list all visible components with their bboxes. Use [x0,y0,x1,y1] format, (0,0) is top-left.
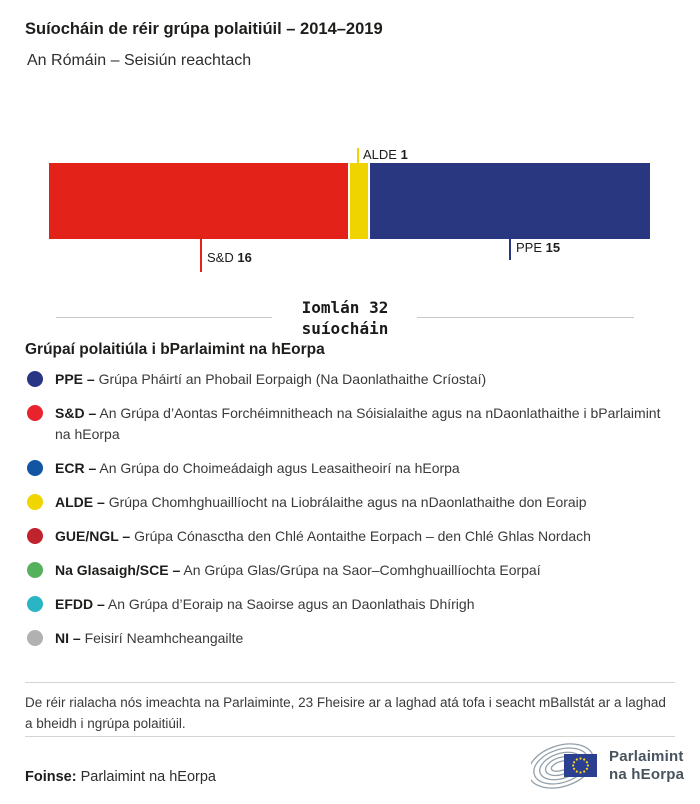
legend-heading: Grúpaí polaitiúla i bParlaimint na hEorpa [25,341,325,358]
bar-segment-sd [49,163,348,239]
ppe-callout-name: PPE [516,240,543,255]
legend-item-abbr: ECR – [55,460,97,476]
bar-segment-alde [350,163,369,239]
legend-item-desc: Feisirí Neamhcheangailte [84,630,244,646]
legend-item-desc: Grúpa Pháirtí an Phobail Eorpaigh (Na Daonlathaithe Críostaí) [98,371,487,387]
seats-stacked-bar [49,163,650,239]
legend-item-text [55,458,460,479]
note-divider-top [25,682,675,683]
alde-tick-line [357,148,359,163]
legend-item-abbr: S&D – [55,405,97,421]
legend-item-text [55,594,474,615]
alde-callout-name: ALDE [363,147,397,162]
page-subtitle: An Rómáin – Seisiún reachtach [27,52,252,69]
ni-color-dot [27,630,43,646]
legend-item-sd [25,403,675,445]
total-seats-label [272,297,418,339]
legend-item-desc: Grúpa Cónasctha den Chlé Aontaithe Eorpach – den Chlé Ghlas Nordach [134,528,591,544]
legend-item-abbr: EFDD – [55,596,105,612]
total-divider-right [417,317,634,318]
european-parliament-logo [531,742,684,790]
total-seats-line2: suíocháin [301,319,389,338]
ppe-callout-value: 15 [545,240,561,255]
legend-item-greens [25,560,675,581]
parliament-hemicycle-icon [531,742,601,790]
source-line [25,769,216,785]
legend-item-ni [25,628,675,649]
alde-callout-label [363,147,408,162]
legend-item-text [55,560,541,581]
logo-wordmark-line1: Parlaimint [609,748,684,765]
sd-color-dot [27,405,43,421]
legend-item-abbr: NI – [55,630,81,646]
legend-list [25,369,675,662]
legend-item-text [55,369,486,390]
alde-color-dot [27,494,43,510]
greens-color-dot [27,562,43,578]
logo-wordmark-line2: na hEorpa [609,766,685,783]
legend-item-abbr: ALDE – [55,494,105,510]
page-title: Suíocháin de réir grúpa polaitiúil – 2014–2019 [25,20,383,38]
legend-item-text [55,526,591,547]
efdd-color-dot [27,596,43,612]
legend-item-abbr: Na Glasaigh/SCE – [55,562,181,578]
ecr-color-dot [27,460,43,476]
legend-item-desc: An Grúpa Glas/Grúpa na Saor–Comhghuaillíochta Eorpaí [183,562,541,578]
sd-callout-value: 16 [237,250,252,265]
ppe-tick-line [509,239,511,260]
legend-item-desc: Grúpa Chomhghuaillíocht na Liobrálaithe agus na nDaonlathaithe don Eoraip [108,494,587,510]
legend-item-text [55,492,587,513]
legend-item-abbr: GUE/NGL – [55,528,131,544]
legend-item-guengl [25,526,675,547]
logo-wordmark [609,748,684,784]
legend-item-text [55,403,675,445]
footnote-text: De réir rialacha nós imeachta na Parlaiminte, 23 Fheisire ar a laghad atá tofa i seacht mBallstát ar a laghad a bheidh i ngrúpa polaitiúil. [25,695,666,731]
sd-tick-line [200,239,202,272]
legend-item-ppe [25,369,675,390]
note-divider-bottom [25,736,675,737]
legend-item-alde [25,492,675,513]
total-seats-line1: Iomlán 32 [301,298,389,317]
source-value: Parlaimint na hEorpa [76,769,216,785]
ppe-callout-label [516,240,560,255]
source-label: Foinse: [25,769,77,785]
alde-callout-value: 1 [400,147,408,162]
legend-item-ecr [25,458,675,479]
sd-callout-label [207,250,252,265]
total-divider-left [56,317,272,318]
legend-item-text [55,628,243,649]
bar-segment-ppe [370,163,650,239]
legend-item-desc: An Grúpa d’Aontas Forchéimnitheach na Sóisialaithe agus na nDaonlathaithe i bParlaimint na hEorpa [55,405,661,442]
legend-item-desc: An Grúpa do Choimeádaigh agus Leasaitheoirí na hEorpa [99,460,460,476]
sd-callout-name: S&D [207,250,234,265]
ppe-color-dot [27,371,43,387]
guengl-color-dot [27,528,43,544]
legend-item-efdd [25,594,675,615]
legend-item-desc: An Grúpa d’Eoraip na Saoirse agus an Daonlathais Dhírigh [107,596,475,612]
legend-item-abbr: PPE – [55,371,95,387]
